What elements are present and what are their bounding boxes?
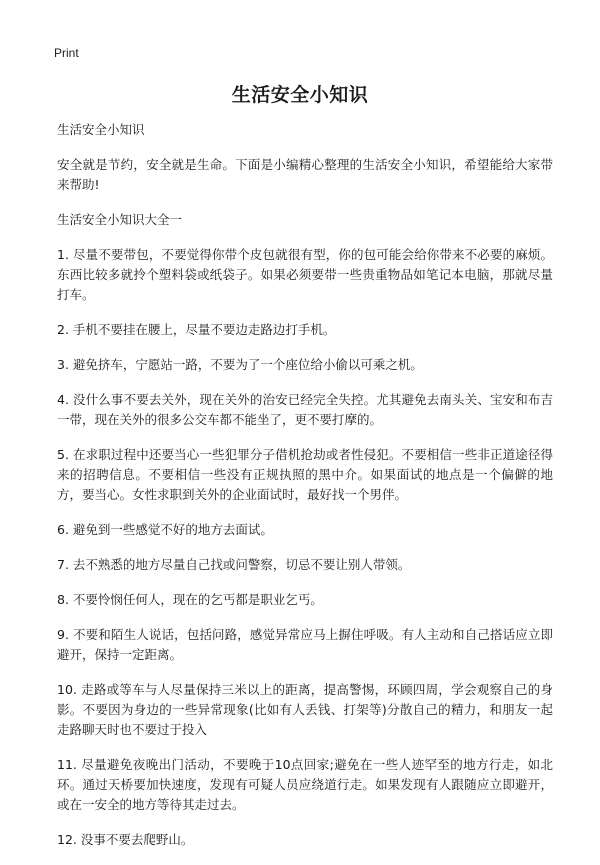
list-item: 2. 手机不要挂在腰上，尽量不要边走路边打手机。 bbox=[57, 322, 336, 337]
list-item: 8. 不要怜悯任何人，现在的乞丐都是职业乞丐。 bbox=[57, 592, 323, 607]
print-link[interactable]: Print bbox=[54, 46, 79, 60]
article-body bbox=[57, 120, 553, 865]
list-item: 3. 避免挤车，宁愿站一路，不要为了一个座位给小偷以可乘之机。 bbox=[57, 357, 423, 372]
list-item: 5. 在求职过程中还要当心一些犯罪分子借机抢劫或者性侵犯。不要相信一些非正道途径得来的招聘信息。不要相信一些没有正规执照的黑中介。如果面试的地点是一个偏僻的地方，要当心。女性求职到关外的企业面试时，最好找一个男伴。 bbox=[57, 447, 553, 502]
list-item: 6. 避免到一些感觉不好的地方去面试。 bbox=[57, 522, 273, 537]
article-intro: 安全就是节约，安全就是生命。下面是小编精心整理的生活安全小知识，希望能给大家带来帮助! bbox=[57, 157, 553, 192]
list-item: 9. 不要和陌生人说话，包括问路，感觉异常应马上摒住呼吸。有人主动和自己搭话应立即避开，保持一定距离。 bbox=[57, 627, 553, 662]
list-item: 10. 走路或等车与人尽量保持三米以上的距离，提高警惕，环顾四周，学会观察自己的身影。不要因为身边的一些异常现象(比如有人丢钱、打架等)分散自己的精力，和朋友一起走路聊天时也不要过于投入 bbox=[57, 682, 553, 737]
list-item: 7. 去不熟悉的地方尽量自己找或问警察，切忌不要让别人带领。 bbox=[57, 557, 411, 572]
page-title: 生活安全小知识 bbox=[231, 84, 369, 106]
list-item: 4. 没什么事不要去关外，现在关外的治安已经完全失控。尤其避免去南头关、宝安和布吉一带，现在关外的很多公交车都不能坐了，更不要打摩的。 bbox=[57, 392, 553, 427]
article-subtitle: 生活安全小知识 bbox=[57, 122, 145, 137]
list-item: 1. 尽量不要带包，不要觉得你带个皮包就很有型，你的包可能会给你带来不必要的麻烦。东西比较多就拎个塑料袋或纸袋子。如果必须要带一些贵重物品如笔记本电脑，那就尽量打车。 bbox=[57, 247, 553, 302]
list-item: 11. 尽量避免夜晚出门活动，不要晚于10点回家;避免在一些人迹罕至的地方行走，如北环。通过天桥要加快速度，发现有可疑人员应绕道行走。如果发现有人跟随应立即避开，或在一安全的地方等待其走过去。 bbox=[57, 757, 553, 812]
section-heading: 生活安全小知识大全一 bbox=[57, 212, 183, 227]
list-item: 12. 没事不要去爬野山。 bbox=[57, 832, 194, 847]
